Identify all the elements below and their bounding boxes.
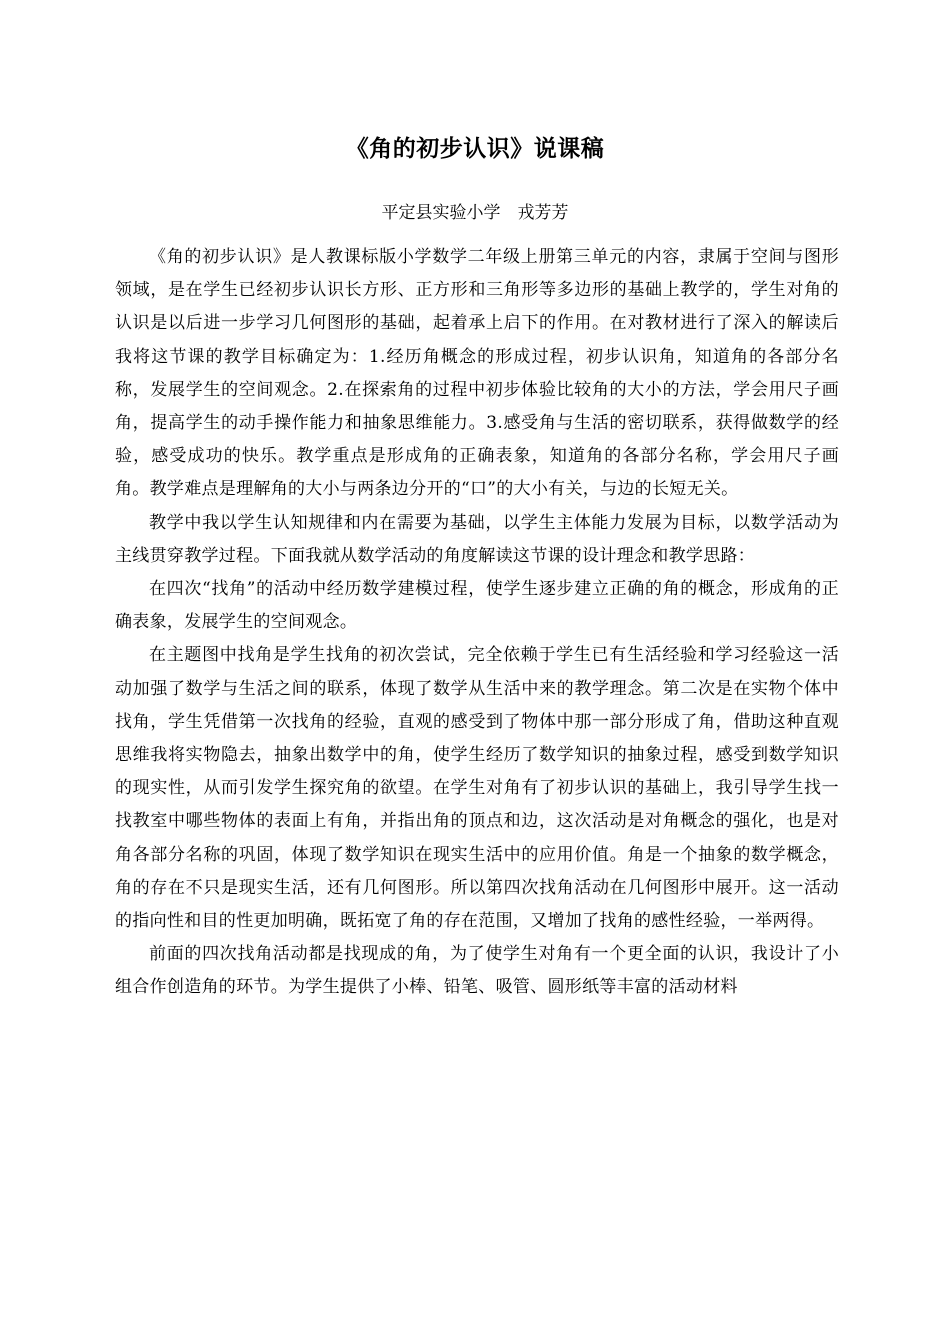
document-author: 平定县实验小学 戎芳芳 xyxy=(381,203,569,223)
paragraph: 在主题图中找角是学生找角的初次尝试，完全依赖于学生已有生活经验和学习经验这一活动加强了数学与生活之间的联系，体现了数学从生活中来的教学理念。第二次是在实物个体中找角，学生凭借第一次找角的经验，直观的感受到了物体中那一部分形成了角，借助这种直观思维我将实物隐去，抽象出数学中的角，使学生经历了数学知识的抽象过程，感受到数学知识的现实性，从而引发学生探究角的欲望。在学生对角有了初步认识的基础上，我引导学生找一找教室中哪些物体的表面上有角，并指出角的顶点和边，这次活动是对角概念的强化，也是对角各部分名称的巩固，体现了数学知识在现实生活中的应用价值。角是一个抽象的数学概念，角的存在不只是现实生活，还有几何图形。所以第四次找角活动在几何图形中展开。这一活动的指向性和目的性更加明确，既拓宽了角的存在范围，又增加了找角的感性经验，一举两得。 xyxy=(115,645,839,932)
document-body xyxy=(115,241,839,1005)
paragraph: 《角的初步认识》是人教课标版小学数学二年级上册第三单元的内容，隶属于空间与图形领域，是在学生已经初步认识长方形、正方形和三角形等多边形的基础上教学的，学生对角的认识是以后进一步学习几何图形的基础，起着承上启下的作用。在对教材进行了深入的解读后我将这节课的教学目标确定为：1.经历角概念的形成过程，初步认识角，知道角的各部分名称，发展学生的空间观念。2.在探索角的过程中初步体验比较角的大小的方法，学会用尺子画角，提高学生的动手操作能力和抽象思维能力。3.感受角与生活的密切联系，获得做数学的经验，感受成功的快乐。教学重点是形成角的正确表象，知道角的各部分名称，学会用尺子画角。教学难点是理解角的大小与两条边分开的“口”的大小有关，与边的长短无关。 xyxy=(115,247,839,500)
paragraph: 前面的四次找角活动都是找现成的角，为了使学生对角有一个更全面的认识，我设计了小组合作创造角的环节。为学生提供了小棒、铅笔、吸管、圆形纸等丰富的活动材料 xyxy=(115,944,839,998)
paragraph: 在四次“找角”的活动中经历数学建模过程，使学生逐步建立正确的角的概念，形成角的正确表象，发展学生的空间观念。 xyxy=(115,579,839,633)
paragraph: 教学中我以学生认知规律和内在需要为基础，以学生主体能力发展为目标，以数学活动为主线贯穿教学过程。下面我就从数学活动的角度解读这节课的设计理念和教学思路： xyxy=(115,512,839,566)
document-title: 《角的初步认识》说课稿 xyxy=(345,135,605,162)
